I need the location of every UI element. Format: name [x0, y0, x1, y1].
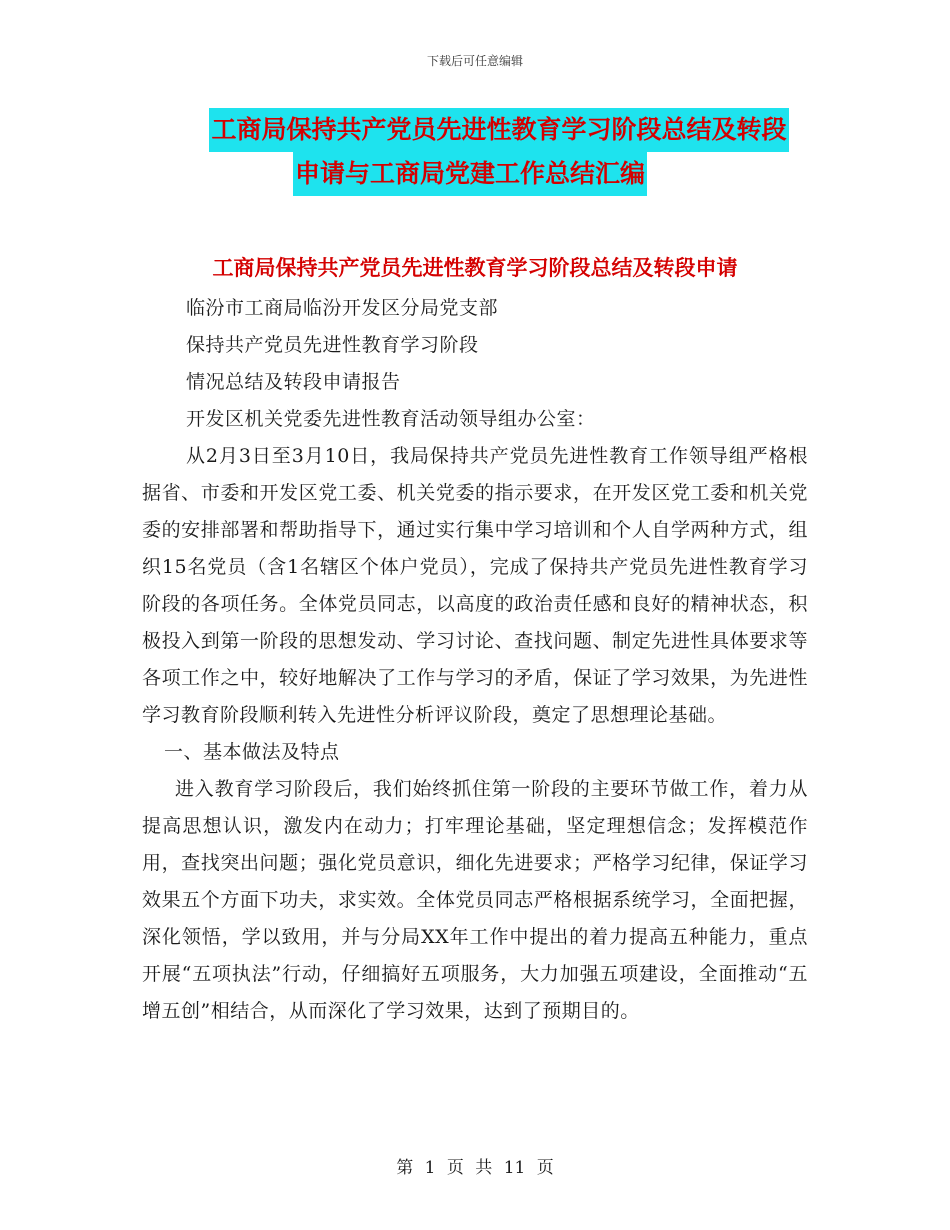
report-title-line-2: 情况总结及转段申请报告	[186, 371, 401, 393]
section-heading: 工商局保持共产党员先进性教育学习阶段总结及转段申请	[212, 256, 738, 280]
recipient-line: 开发区机关党委先进性教育活动领导组办公室：	[186, 408, 596, 430]
body-paragraph-practices: 进入教育学习阶段后，我们始终抓住第一阶段的主要环节做工作，着力从提高思想认识，激发内在动力；打牢理论基础，坚定理想信念；发挥模范作用，查找突出问题；强化党员意识，细化先进要求；严格学习纪律，保证学习效果五个方面下功夫，求实效。全体党员同志严格根据系统学习，全面把握，深化领悟，学以致用，并与分局XX年工作中提出的着力提高五种能力，重点开展“五项执法”行动，仔细搞好五项服务，大力加强五项建设，全面推动“五增五创”相结合，从而深化了学习效果，达到了预期目的。	[142, 778, 808, 1022]
subheading-basic-practices: 一、基本做法及特点	[164, 741, 340, 763]
report-title-line-1: 保持共产党员先进性教育学习阶段	[186, 334, 479, 356]
body-paragraph-intro: 从2月3日至3月10日，我局保持共产党员先进性教育工作领导组严格根据省、市委和开发区党工委、机关党委的指示要求，在开发区党工委和机关党委的安排部署和帮助指导下，通过实行集中学习培训和个人自学两种方式，组织15名党员（含1名辖区个体户党员），完成了保持共产党员先进性教育学习阶段的各项任务。全体党员同志，以高度的政治责任感和良好的精神状态，积极投入到第一阶段的思想发动、学习讨论、查找问题、制定先进性具体要求等各项工作之中，较好地解决了工作与学习的矛盾，保证了学习效果，为先进性学习教育阶段顺利转入先进性分析评议阶段，奠定了思想理论基础。	[142, 445, 808, 726]
document-title	[0, 108, 950, 196]
document-body	[142, 290, 808, 1030]
document-title-line2: 申请与工商局党建工作总结汇编	[293, 152, 647, 196]
page-number-footer: 第 1 页 共 11 页	[396, 1158, 554, 1178]
header-note: 下载后可任意编辑	[426, 54, 523, 68]
document-title-line1: 工商局保持共产党员先进性教育学习阶段总结及转段	[209, 108, 788, 152]
org-name-line: 临汾市工商局临汾开发区分局党支部	[186, 297, 499, 319]
